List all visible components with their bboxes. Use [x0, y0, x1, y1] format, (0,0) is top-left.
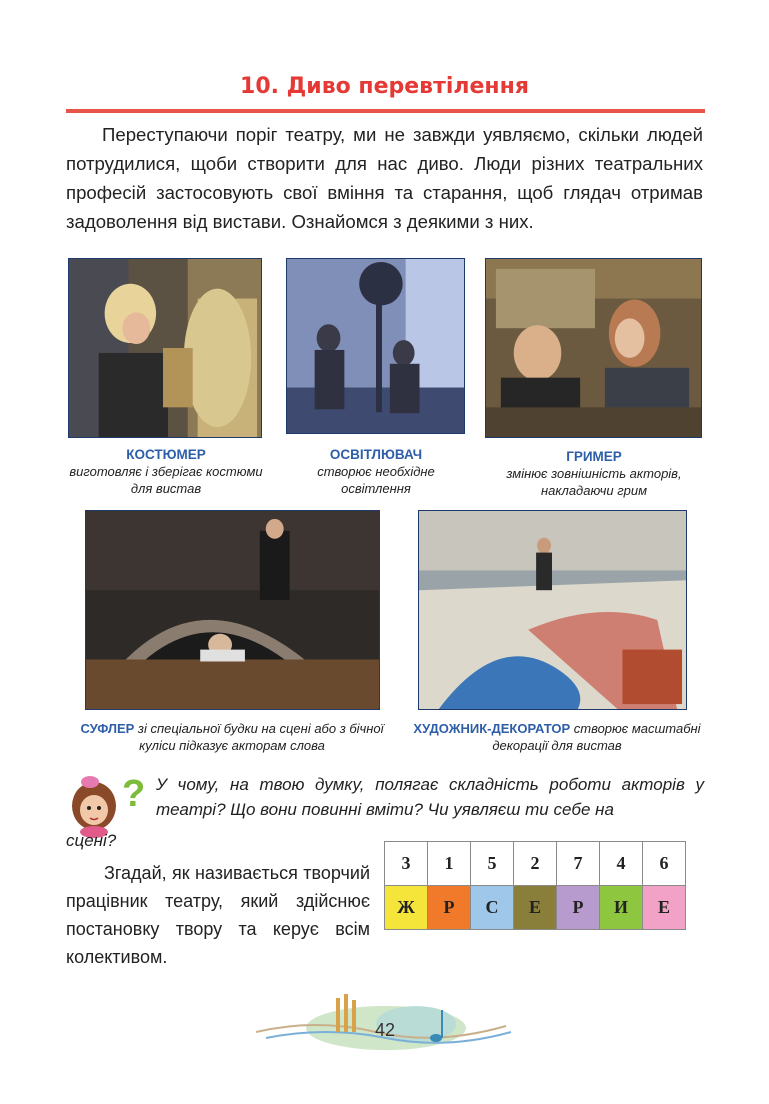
puzzle-number-cell: 2	[514, 842, 557, 886]
caption-makeup	[484, 448, 704, 499]
puzzle-letter-cell: Р	[428, 886, 471, 930]
caption-set-painter-desc: створює масштабні декорації для вистав	[492, 721, 701, 753]
puzzle-letter-cell: Е	[643, 886, 686, 930]
question-text-end: сцені?	[66, 831, 117, 850]
caption-makeup-desc: змінює зовнішність акторів, накладаючи грим	[506, 466, 682, 498]
photo-lighting	[286, 258, 465, 434]
caption-set-painter	[412, 720, 702, 754]
puzzle-letter-cell: Е	[514, 886, 557, 930]
caption-set-painter-role: ХУДОЖНИК-ДЕКОРАТОР	[413, 721, 571, 736]
intro-paragraph: Переступаючи поріг театру, ми не завжди уявляємо, скільки людей потрудилися, щоби створити для нас диво. Люди різних театральних професій застосовують свої вміння та старання, щоб глядач отримав задоволення від вистави. Ознайомся з деякими з них.	[66, 124, 703, 232]
puzzle-number-cell: 6	[643, 842, 686, 886]
caption-lighting-role: ОСВІТЛЮВАЧ	[329, 447, 423, 462]
svg-text:?: ?	[122, 773, 146, 815]
page-number: 42	[374, 1020, 396, 1040]
puzzle-number-cell: 3	[385, 842, 428, 886]
puzzle-letter-cell: Р	[557, 886, 600, 930]
puzzle-numbers-row	[385, 842, 686, 886]
puzzle-number-cell: 7	[557, 842, 600, 886]
puzzle-letters-row	[385, 886, 686, 930]
puzzle-letter-cell: И	[600, 886, 643, 930]
caption-lighting-desc: створює необхідне освітлення	[317, 464, 435, 496]
thinking-girl-icon	[64, 770, 148, 838]
photo-prompter	[85, 510, 380, 710]
puzzle-number-cell: 1	[428, 842, 471, 886]
photo-set-painter	[418, 510, 687, 710]
caption-prompter-role: СУФЛЕР	[80, 721, 135, 736]
task-text: Згадай, як називається творчий працівник театру, який здійснює постановку твору та керує всім колективом.	[66, 863, 370, 967]
letter-puzzle-table	[384, 841, 686, 930]
caption-costumer-role: КОСТЮМЕР	[126, 447, 206, 462]
caption-prompter	[64, 720, 400, 754]
puzzle-letter-cell: Ж	[385, 886, 428, 930]
caption-lighting	[282, 446, 470, 497]
puzzle-number-cell: 4	[600, 842, 643, 886]
question-text: У чому, на твою думку, полягає складність роботи акторів у театрі? Що вони повинні вміти? Чи уявляєш ти себе на	[156, 775, 704, 819]
puzzle-number-cell: 5	[471, 842, 514, 886]
caption-prompter-desc: зі спеціальної будки на сцені або з бічної куліси підказує акторам слова	[134, 721, 384, 753]
caption-makeup-role: ГРИМЕР	[566, 449, 622, 464]
photo-makeup	[485, 258, 702, 438]
puzzle-letter-cell: С	[471, 886, 514, 930]
page-title: 10. Диво перевтілення	[240, 74, 529, 99]
caption-costumer-desc: виготовляє і зберігає костюми для вистав	[69, 464, 263, 496]
photo-costumer	[68, 258, 262, 438]
title-underline	[66, 109, 705, 113]
caption-costumer	[64, 446, 268, 497]
